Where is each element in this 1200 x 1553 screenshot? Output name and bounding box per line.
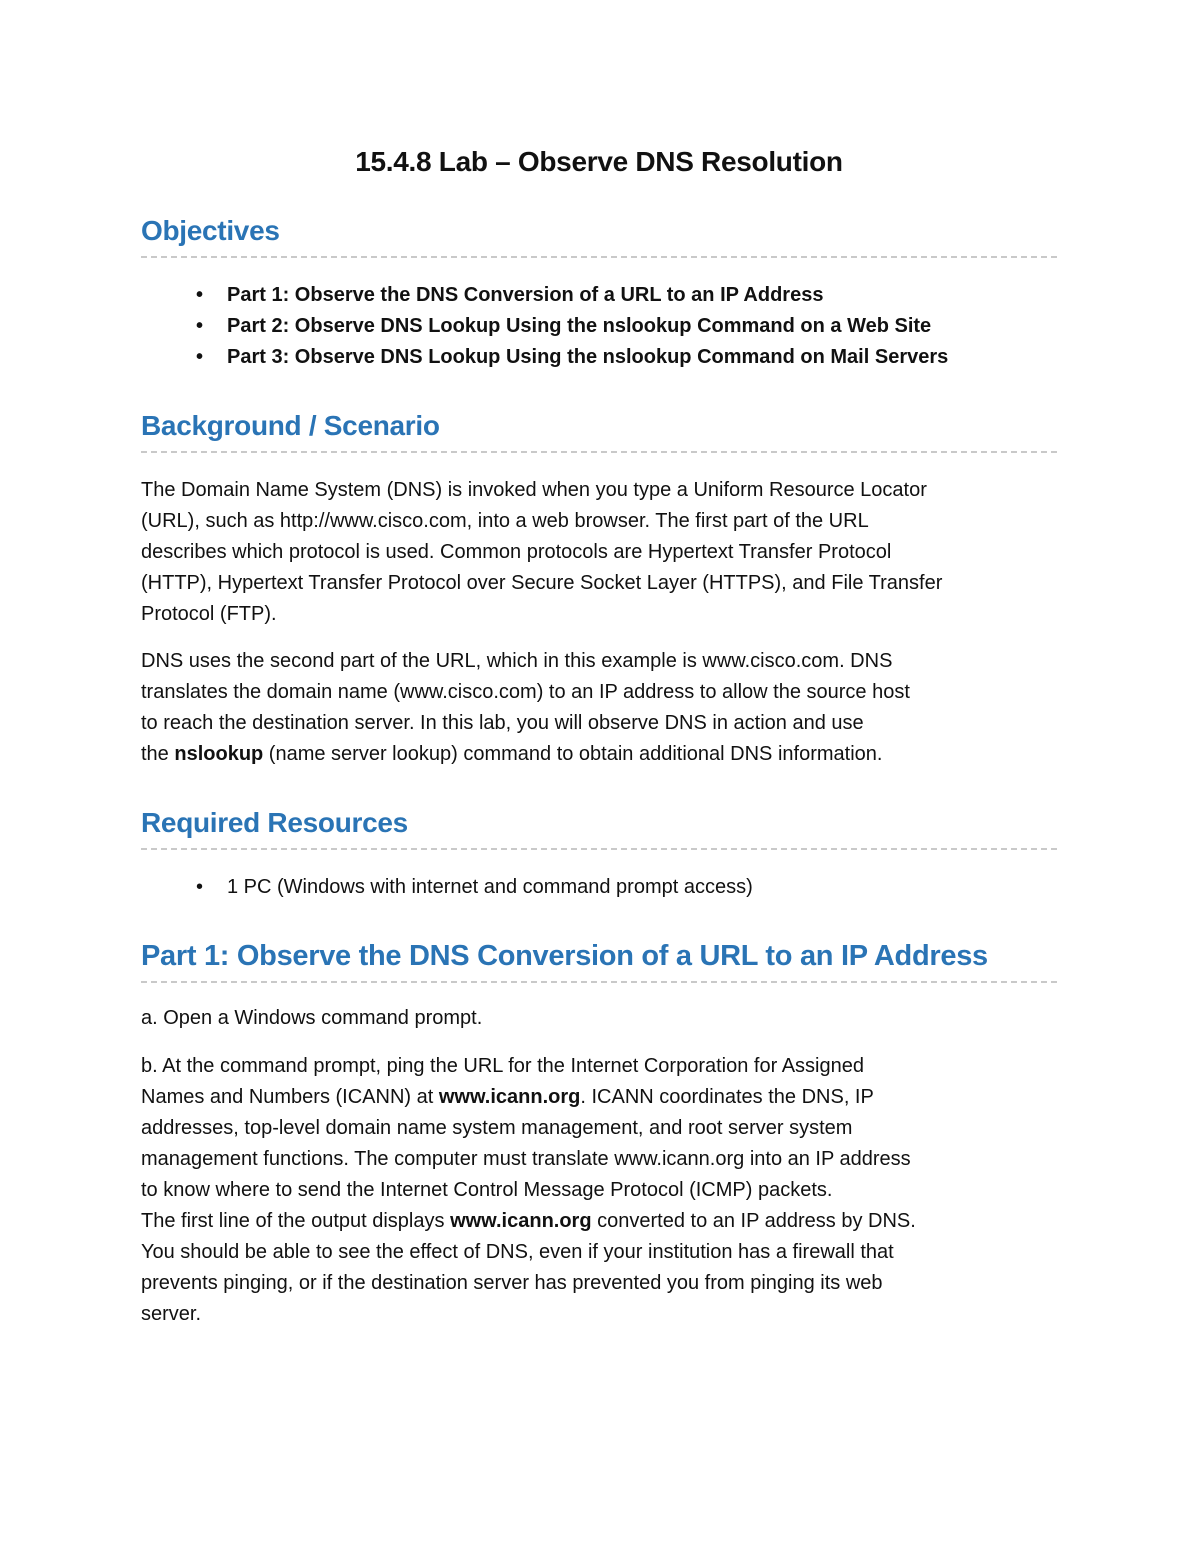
background-paragraph-1: The Domain Name System (DNS) is invoked when you type a Uniform Resource Locator (URL), such as http://www.cisco.com, into a web browser. The first part of the URL describes which protocol is used. Common protocols are Hypertext Transfer Protocol (HTTP), Hypertext Transfer Protocol over Secure Socket Layer (HTTPS), and File Transfer Protocol (FTP). [141, 479, 943, 625]
list-item: • 1 PC (Windows with internet and command prompt access) [227, 872, 1057, 903]
resources-list [141, 872, 1057, 903]
list-item: • Part 1: Observe the DNS Conversion of a URL to an IP Address [227, 280, 1057, 311]
background-paragraph-2: DNS uses the second part of the URL, which in this example is www.cisco.com. DNS translates the domain name (www.cisco.com) to an IP address to allow the source host to reach the destination server. In this lab, you will observe DNS in action and use the nslookup (name server lookup) command to obtain additional DNS information. [141, 650, 910, 765]
bullet-icon: • [196, 315, 204, 337]
part1-heading: Part 1: Observe the DNS Conversion of a URL to an IP Address [141, 937, 1057, 983]
list-item: • Part 2: Observe DNS Lookup Using the nslookup Command on a Web Site [227, 311, 1057, 342]
resources-heading: Required Resources [141, 804, 1057, 850]
step-b: b. At the command prompt, ping the URL for the Internet Corporation for Assigned Names and Numbers (ICANN) at www.icann.org. ICANN coordinates the DNS, IP addresses, top-level domain name system management, and root server system management functions. The computer must translate www.icann.org into an IP address to know where to send the Internet Control Message Protocol (ICMP) packets. The first line of the output displays www.icann.org converted to an IP address by DNS. You should be able to see the effect of DNS, even if your institution has a firewall that prevents pinging, or if the destination server has prevented you from pinging its web server. [141, 1055, 916, 1325]
page-title: 15.4.8 Lab – Observe DNS Resolution [355, 146, 843, 177]
objectives-list [141, 280, 1057, 373]
list-item: • Part 3: Observe DNS Lookup Using the nslookup Command on Mail Servers [227, 342, 1057, 373]
bullet-icon: • [196, 876, 204, 898]
document-page [141, 140, 1057, 1330]
bullet-icon: • [196, 346, 204, 368]
nslookup-command: nslookup [174, 743, 264, 765]
objectives-heading: Objectives [141, 212, 1057, 258]
step-a: a. Open a Windows command prompt. [141, 1007, 483, 1029]
background-heading: Background / Scenario [141, 407, 1057, 453]
bullet-icon: • [196, 284, 204, 306]
